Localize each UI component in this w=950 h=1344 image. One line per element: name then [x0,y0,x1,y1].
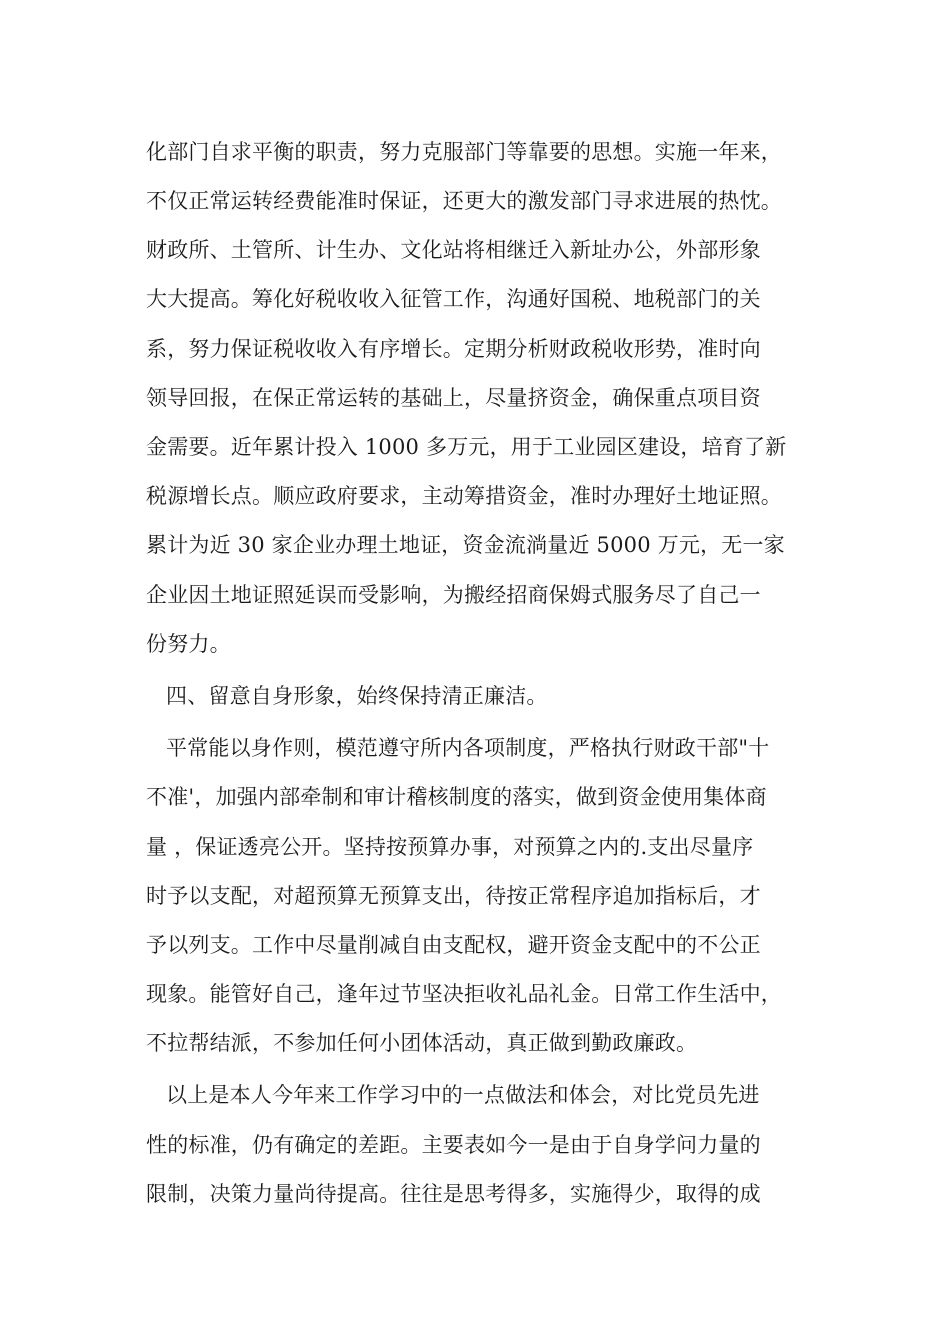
body-text-line: 量 ，保证透亮公开。坚持按预算办事，对预算之内的.支出尽量序 [146,835,754,859]
body-text-line: 不仅正常运转经费能准时保证，还更大的激发部门寻求进展的热忱。 [146,189,782,213]
body-text-line: 现象。能管好自己，逢年过节坚决拒收礼品礼金。日常工作生活中， [146,982,782,1006]
body-text-line: 限制，决策力量尚待提高。往往是思考得多，实施得少，取得的成 [146,1182,761,1206]
body-text-line: 化部门自求平衡的职责，努力克服部门等靠要的思想。实施一年来， [146,140,782,164]
body-text-line: 以上是本人今年来工作学习中的一点做法和体会，对比党员先进 [166,1083,760,1107]
body-text-line: 平常能以身作则，模范遵守所内各项制度，严格执行财政干部"十 [166,736,770,760]
body-text-line: 税源增长点。顺应政府要求，主动筹措资金，准时办理好土地证照。 [146,484,782,508]
body-text-line: 财政所、土管所、计生办、文化站将相继迁入新址办公，外部形象 [146,238,761,262]
body-text-line: 累计为近 30 家企业办理土地证，资金流淌量近 5000 万元，无一家 [146,533,785,557]
body-text-line: 不准'，加强内部牵制和审计稽核制度的落实，做到资金使用集体商 [146,785,767,809]
body-text-line: 予以列支。工作中尽量削减自由支配权，避开资金支配中的不公正 [146,933,761,957]
body-text-line: 企业因土地证照延误而受影响，为搬经招商保姆式服务尽了自己一 [146,583,761,607]
section-heading: 四、留意自身形象，始终保持清正廉洁。 [166,684,548,708]
body-text-line: 大大提高。筹化好税收收入征管工作，沟通好国税、地税部门的关 [146,287,761,311]
body-text-line: 系，努力保证税收收入有序增长。定期分析财政税收形势，准时向 [146,337,761,361]
body-text-line: 不拉帮结派，不参加任何小团体活动，真正做到勤政廉政。 [146,1031,698,1055]
body-text-line: 性的标准，仍有确定的差距。主要表如今一是由于自身学问力量的 [146,1133,761,1157]
body-text-line: 时予以支配，对超预算无预算支出，待按正常程序追加指标后，才 [146,884,761,908]
body-text-line: 金需要。近年累计投入 1000 多万元，用于工业园区建设，培育了新 [146,435,787,459]
body-text-line: 领导回报，在保正常运转的基础上，尽量挤资金，确保重点项目资 [146,386,761,410]
body-text-line: 份努力。 [146,632,231,656]
